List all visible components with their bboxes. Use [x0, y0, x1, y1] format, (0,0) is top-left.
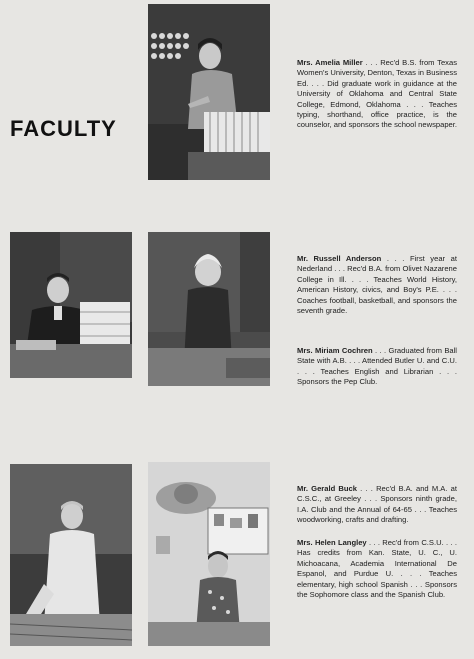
- photo-gerald-buck: [10, 464, 132, 646]
- bio-name: Mrs. Miriam Cochren: [297, 346, 373, 355]
- section-title: FACULTY: [10, 116, 117, 141]
- photo-miriam-cochren: [148, 232, 270, 386]
- photo-russell-anderson: [10, 232, 132, 378]
- bio-name: Mrs. Amelia Miller: [297, 58, 363, 67]
- bio-name: Mr. Russell Anderson: [297, 254, 382, 263]
- bio-russell-anderson: [297, 254, 457, 322]
- bio-name: Mrs. Helen Langley: [297, 538, 367, 547]
- bio-name: Mr. Gerald Buck: [297, 484, 357, 493]
- bio-text: . . . Rec'd from C.S.U. . . . Has credits from Kan. State, U. C., U. Michoacana, Academia International De Espanol, and Purdue U. . . . Teaches elementary, high school Spanish . . . Sponsors the Sophomore class and the Spanish Club.: [297, 538, 457, 600]
- bio-helen-langley: [297, 538, 457, 606]
- bio-miriam-cochren: [297, 346, 457, 394]
- bio-text: . . . Graduated from Ball State with A.B. . . . Attended Butler U. and C.U. . . . Teaches English and Librarian . . . Sponsors the Pep Club.: [297, 346, 457, 387]
- bio-text: . . . Rec'd B.A. and M.A. at C.S.C., at Greeley . . . Sponsors ninth grade, I.A. Club and the Annual of 64-65 . . . Teaches woodworking, crafts and drafting.: [297, 484, 457, 525]
- photo-amelia-miller: [148, 4, 270, 180]
- photo-helen-langley: [148, 462, 270, 646]
- bio-text: . . . Rec'd B.S. from Texas Women's University, Denton, Texas in Business Ed. . . . Did graduate work in guidance at the University of Oklahoma and Central State College, Edmond, Oklahoma . . . Teaches typing, shorthand, office practice, is the counselor, and sponsors the school newspaper.: [297, 58, 457, 130]
- bio-text: . . . First year at Nederland . . . Rec'd B.A. from Olivet Nazarene College in Ill. . . . Teaches World History, American History, civics, and Boy's P.E. . . . Coaches football, basketball, and sponsors the seventh grade.: [297, 254, 457, 316]
- bio-amelia-miller: [297, 58, 457, 137]
- bio-gerald-buck: [297, 484, 457, 532]
